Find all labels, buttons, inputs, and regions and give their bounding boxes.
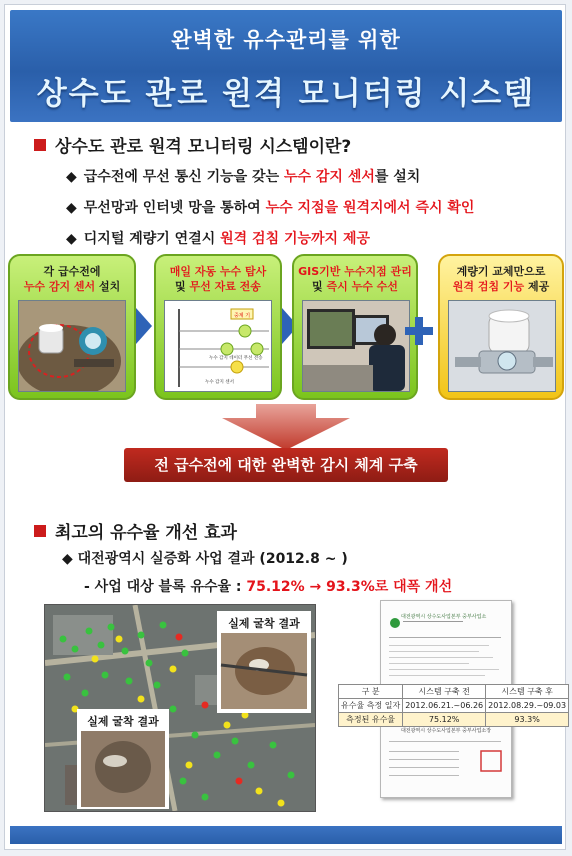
header-subtitle: 완벽한 유수관리를 위한 [171, 28, 401, 52]
red-square-icon [34, 525, 46, 537]
title-banner [10, 10, 562, 122]
card-caption [294, 264, 416, 294]
table-cell: 75.12% [403, 713, 486, 727]
table-cell: 유수율 측정 일자 [339, 699, 403, 713]
diamond-icon: ◆ [66, 200, 77, 216]
card-caption [10, 264, 134, 294]
flow-card-meter [438, 254, 564, 400]
bullet-text: 급수전에 무선 통신 기능을 갖는 [83, 169, 284, 185]
card-suffix: 설치 [95, 280, 121, 293]
bullet-item [66, 228, 370, 248]
report-org: 대전광역시 상수도사업본부 중부사업소 [401, 614, 487, 620]
flow-card-sensor [8, 254, 136, 400]
result-banner: 전 급수전에 대한 완벽한 감시 체계 구축 [124, 448, 448, 482]
map-art [45, 605, 315, 811]
report-footer-org: 대전광역시 상수도사업본부 중부사업소장 [400, 728, 492, 734]
bullet-item [66, 166, 420, 186]
flow-arrow-icon [136, 308, 152, 344]
operator-photo [302, 300, 410, 392]
table-header-row [339, 685, 569, 699]
diagram-repeater-label: 중계 기 [233, 313, 251, 319]
bullet-item [66, 197, 474, 217]
section2-title [34, 518, 237, 543]
card-suffix: 제공 [524, 280, 550, 293]
excavation-label: 실제 굴착 결과 [77, 713, 169, 729]
bullet-highlight: 누수 감지 센서 [283, 169, 375, 185]
bullet-highlight: 누수 지점을 원격지에서 즉시 확인 [265, 200, 475, 216]
meter-photo [448, 300, 556, 392]
card-caption [440, 264, 562, 294]
flow-card-gis [292, 254, 418, 400]
down-arrow-icon [222, 404, 350, 450]
bullet-text: 디지털 계량기 연결시 [83, 231, 221, 247]
card-highlight: GIS기반 누수지점 관리 [298, 265, 412, 278]
card-highlight: 원격 검침 기능 [452, 280, 525, 293]
improvement-highlight: 75.12% → 93.3%로 대폭 개선 [246, 579, 453, 595]
excavation-label: 실제 굴착 결과 [217, 615, 311, 631]
gis-map-image [44, 604, 316, 812]
page-title: 상수도 관로 원격 모니터링 시스템 [36, 76, 536, 112]
improvement-line [84, 576, 452, 596]
table-header: 시스템 구축 전 [403, 685, 486, 699]
bullet-suffix: 를 설치 [374, 169, 421, 185]
table-cell: 2012.06.21.~06.26 [403, 699, 486, 713]
plus-icon [405, 317, 433, 345]
table-cell: 2012.08.29.~09.03 [486, 699, 569, 713]
red-square-icon [34, 139, 46, 151]
card-highlight: 즉시 누수 수선 [326, 280, 398, 293]
project-line: ◆ 대전광역시 실증화 사업 결과 (2012.8 ~ ) [62, 551, 348, 567]
table-cell: 측정된 유수율 [339, 713, 403, 727]
improvement-prefix: - 사업 대상 블록 유수율 : [84, 579, 247, 595]
card-caption [156, 264, 280, 294]
water-ratio-table [338, 684, 569, 727]
diagram-sensor-label: 누수 감지 센서 [205, 380, 234, 385]
table-row [339, 713, 569, 727]
table-row [339, 699, 569, 713]
meter-photo-art [449, 301, 555, 391]
card-highlight: 매일 자동 누수 탐사 [169, 265, 267, 278]
footer-bar [10, 826, 562, 844]
network-diagram [164, 300, 272, 392]
card-prefix: 및 [312, 280, 327, 293]
card-highlight: 무선 자료 전송 [189, 280, 261, 293]
network-diagram-art [165, 301, 271, 391]
bullet-text: 무선망과 인터넷 망을 통하여 [83, 200, 266, 216]
diamond-icon: ◆ [66, 169, 77, 185]
bullet-highlight: 원격 검침 기능까지 제공 [220, 231, 370, 247]
card-line1: 각 급수전에 [43, 265, 101, 278]
sensor-photo-art [19, 301, 125, 391]
section1-title [34, 132, 351, 157]
card-prefix: 및 [175, 280, 190, 293]
table-cell: 93.3% [486, 713, 569, 727]
sensor-photo [18, 300, 126, 392]
diagram-device-label: 누수 감지 데이터 무선 전송 [209, 356, 263, 361]
card-highlight: 누수 감지 센서 [23, 280, 96, 293]
card-line1: 계량기 교체만으로 [456, 265, 546, 278]
table-header: 시스템 구축 후 [486, 685, 569, 699]
section1-title-text: 상수도 관로 원격 모니터링 시스템이란? [55, 137, 352, 157]
section2-title-text: 최고의 유수율 개선 효과 [55, 523, 237, 543]
operator-photo-art [303, 301, 409, 391]
diamond-icon: ◆ [66, 231, 77, 247]
flow-card-detection [154, 254, 282, 400]
table-header: 구 분 [339, 685, 403, 699]
